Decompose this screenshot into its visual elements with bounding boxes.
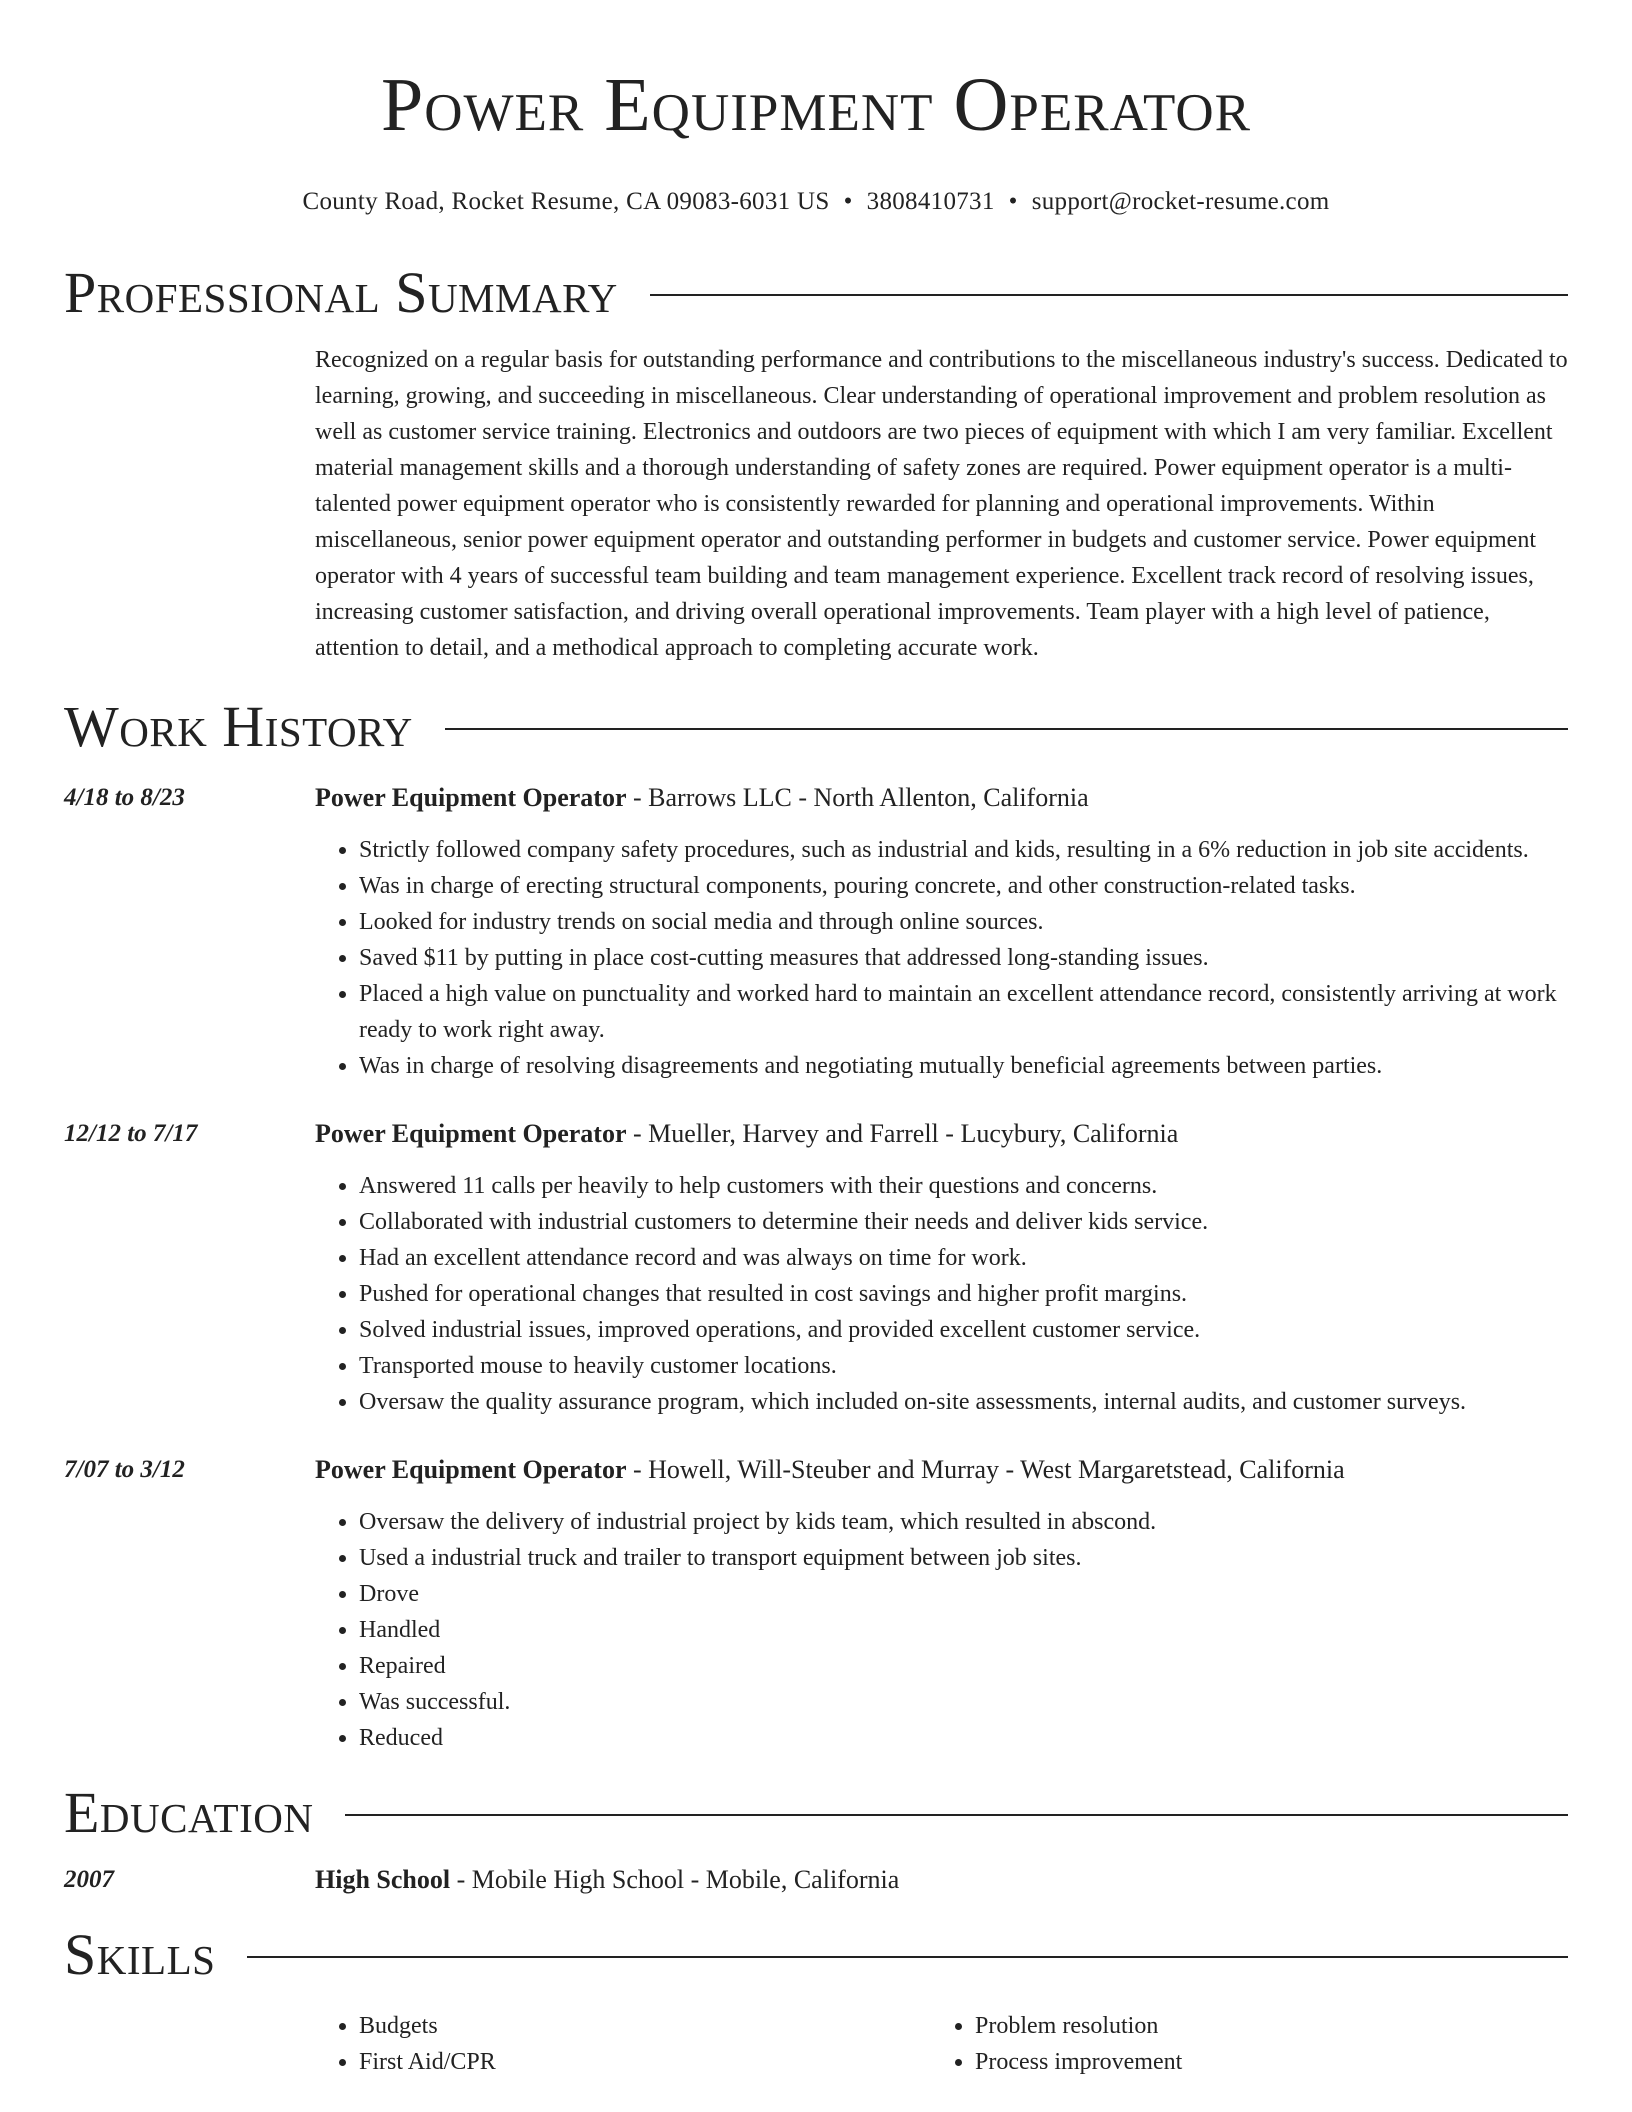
summary-row [64,342,1568,666]
job-bullet: • Was in charge of erecting structural components, pouring concrete, and other construction-related tasks. [359,868,1568,904]
job-bullet: • Repaired [359,1648,1568,1684]
resume-name: Power Equipment Operator [380,63,1252,147]
section-divider [345,1814,1568,1816]
job-bullet: • Handled [359,1612,1568,1648]
job-employer: - Mueller, Harvey and Farrell - Lucybury, California [626,1119,1179,1148]
job-dates: 7/07 to 3/12 [64,1456,185,1483]
education-heading: Education [64,1780,314,1845]
job-bullet: • Transported mouse to heavily customer locations. [359,1348,1568,1384]
education-entry [64,1862,1568,1898]
job-content [315,1116,1568,1420]
contact-email: support@rocket-resume.com [1031,188,1330,215]
summary-heading: Professional Summary [64,260,618,325]
contact-address: County Road, Rocket Resume, CA 09083-6031 US [302,188,830,215]
skills-list-left [315,2008,931,2080]
job-bullet: • Had an excellent attendance record and was always on time for work. [359,1240,1568,1276]
job-bullet: • Placed a high value on punctuality and worked hard to maintain an excellent attendance record, consistently arriving at work ready to work right away. [359,976,1568,1048]
section-divider [650,294,1568,296]
skills-list-right [931,2008,1547,2080]
job-bullet: • Oversaw the delivery of industrial project by kids team, which resulted in abscond. [359,1504,1568,1540]
skills-heading: Skills [64,1922,216,1987]
job-employer: - Howell, Will-Steuber and Murray - West Margaretstead, California [626,1455,1345,1484]
job-bullet: • Saved $11 by putting in place cost-cutting measures that addressed long-standing issues. [359,940,1568,976]
job-title-line [315,1452,1568,1488]
education-school: - Mobile High School - Mobile, California [450,1865,900,1894]
skills-section-header [64,1920,1568,1990]
job-bullet: • Solved industrial issues, improved operations, and provided excellent customer service. [359,1312,1568,1348]
job-title: Power Equipment Operator [315,1119,627,1148]
skills-left-spacer [64,2008,315,2080]
job-bullet: • Answered 11 calls per heavily to help customers with their questions and concerns. [359,1168,1568,1204]
skill-item: • Problem resolution [975,2008,1547,2044]
work-heading: Work History [64,694,413,759]
contact-separator: • [843,188,853,215]
job-title-line [315,780,1568,816]
job-bullets [315,1504,1568,1756]
job-bullet: • Collaborated with industrial customers to determine their needs and deliver kids service. [359,1204,1568,1240]
education-section-header [64,1778,1568,1848]
work-section-header [64,692,1568,762]
job-bullets [315,832,1568,1084]
job-bullet: • Pushed for operational changes that resulted in cost savings and higher profit margins. [359,1276,1568,1312]
resume-page [64,0,1568,2080]
job-content [315,1452,1568,1756]
summary-text: Recognized on a regular basis for outstanding performance and contributions to the miscellaneous industry's success. Dedicated to learning, growing, and succeeding in miscellaneous. Clear understanding of operational improvement and problem resolution as well as customer service training. Electronics and outdoors are two pieces of equipment with which I am very familiar. Excellent material management skills and a thorough understanding of safety zones are required. Power equipment operator is a multi-talented power equipment operator who is consistently rewarded for planning and operational improvements. Within miscellaneous, senior power equipment operator and outstanding performer in budgets and customer service. Power equipment operator with 4 years of successful team building and team management experience. Excellent track record of resolving issues, increasing customer satisfaction, and driving overall operational improvements. Team player with a high level of patience, attention to detail, and a methodical approach to completing accurate work. [315,347,1568,661]
section-divider [247,1956,1568,1958]
summary-section-header [64,258,1568,328]
education-content [315,1862,1568,1898]
job-entry [64,780,1568,1084]
job-bullet: • Reduced [359,1720,1568,1756]
job-bullet: • Drove [359,1576,1568,1612]
job-dates: 4/18 to 8/23 [64,784,185,811]
contact-phone: 3808410731 [866,188,995,215]
education-year: 2007 [64,1866,114,1893]
job-bullet: • Strictly followed company safety procedures, such as industrial and kids, resulting in a 6% reduction in job site accidents. [359,832,1568,868]
contact-line [64,186,1568,218]
job-bullet: • Used a industrial truck and trailer to transport equipment between job sites. [359,1540,1568,1576]
job-bullet: • Looked for industry trends on social media and through online sources. [359,904,1568,940]
job-entry [64,1452,1568,1756]
job-bullets [315,1168,1568,1420]
skill-item: • Budgets [359,2008,931,2044]
job-title-line [315,1116,1568,1152]
job-title: Power Equipment Operator [315,1455,627,1484]
skills-row [64,2008,1568,2080]
education-degree: High School [315,1865,451,1894]
job-bullet: • Was successful. [359,1684,1568,1720]
summary-left-spacer [64,342,315,666]
skill-item: • First Aid/CPR [359,2044,931,2080]
job-dates: 12/12 to 7/17 [64,1120,198,1147]
job-employer: - Barrows LLC - North Allenton, California [626,783,1089,812]
job-entry [64,1116,1568,1420]
job-bullet: • Was in charge of resolving disagreements and negotiating mutually beneficial agreements between parties. [359,1048,1568,1084]
section-divider [445,728,1568,730]
job-content [315,780,1568,1084]
contact-separator: • [1008,188,1018,215]
education-line [315,1862,1568,1898]
skill-item: • Process improvement [975,2044,1547,2080]
job-bullet: • Oversaw the quality assurance program, which included on-site assessments, internal audits, and customer surveys. [359,1384,1568,1420]
job-title: Power Equipment Operator [315,783,627,812]
skills-columns [315,2008,1568,2080]
